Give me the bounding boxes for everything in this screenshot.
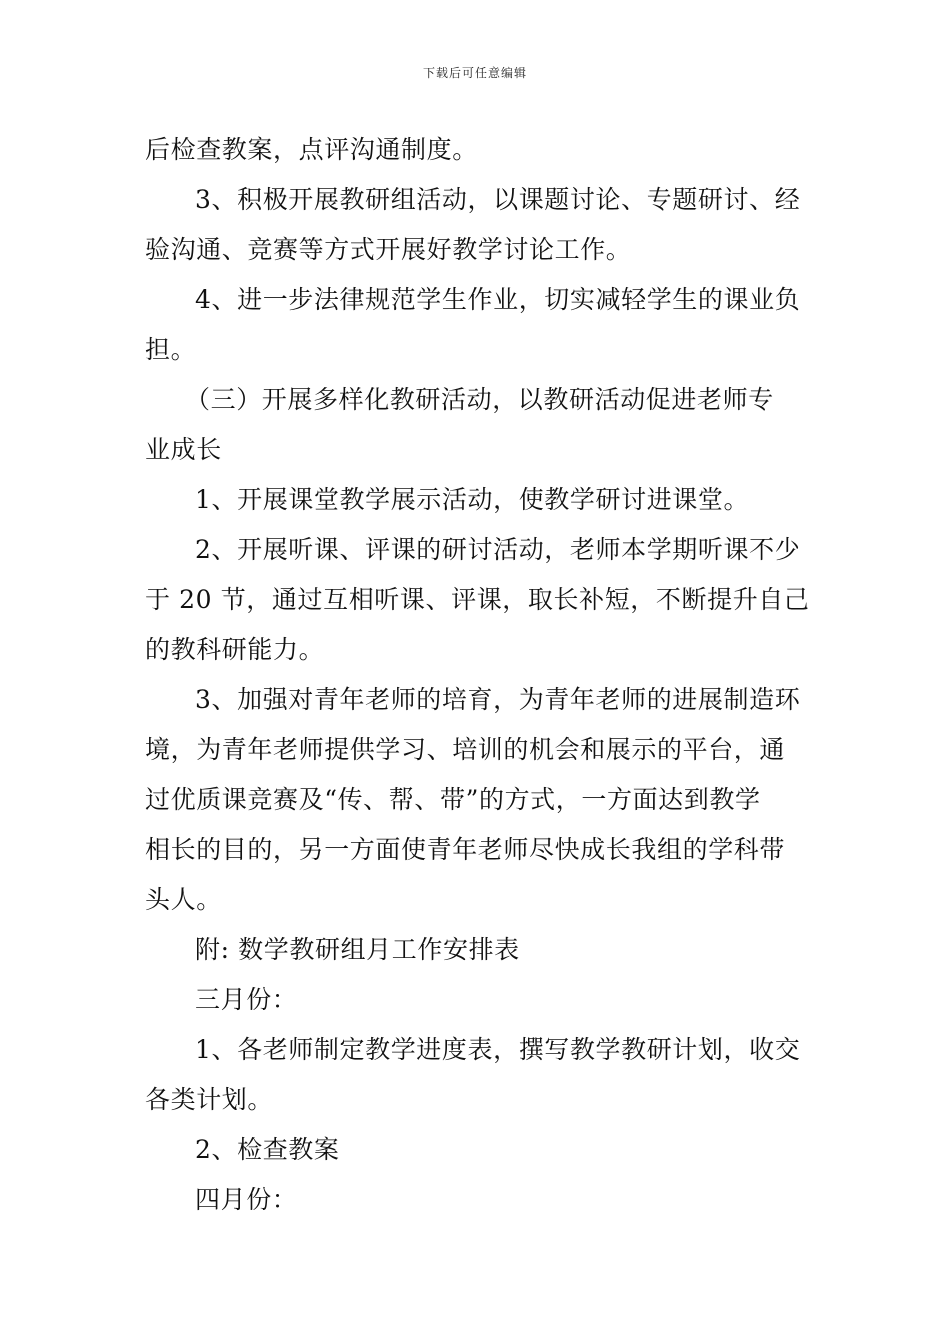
text-line: 验沟通、竞赛等方式开展好教学讨论工作。 — [145, 235, 632, 264]
text-line: 各类计划。 — [145, 1085, 274, 1114]
month-heading: 三月份： — [195, 985, 298, 1014]
text-line: 的教科研能力。 — [145, 635, 325, 664]
text-line: 2、检查教案 — [195, 1135, 340, 1164]
text-line: 2、开展听课、评课的研讨活动，老师本学期听课不少 — [195, 535, 801, 564]
text-line: 相长的目的，另一方面使青年老师尽快成长我组的学科带 — [145, 835, 786, 864]
section-heading: （三）开展多样化教研活动，以教研活动促进老师专 — [185, 385, 774, 414]
text-line: 业成长 — [145, 435, 222, 464]
text-line: 3、加强对青年老师的培育，为青年老师的进展制造环 — [195, 685, 801, 714]
text-line: 1、开展课堂教学展示活动，使教学研讨进课堂。 — [195, 485, 750, 514]
page-header: 下载后可任意编辑 — [422, 66, 527, 80]
text-line: 过优质课竞赛及“传、帮、带”的方式，一方面达到教学 — [145, 785, 761, 814]
text-line: 1、各老师制定教学进度表，撰写教学教研计划，收交 — [195, 1035, 801, 1064]
text-line: 3、积极开展教研组活动，以课题讨论、专题研讨、经 — [195, 185, 801, 214]
text-line: 境，为青年老师提供学习、培训的机会和展示的平台，通 — [145, 735, 786, 764]
text-line: 后检查教案，点评沟通制度。 — [145, 135, 478, 164]
text-line: 担。 — [145, 335, 197, 364]
text-line: 于 20 节，通过互相听课、评课，取长补短，不断提升自己 — [145, 585, 810, 614]
document-body — [145, 125, 810, 1225]
text-line: 头人。 — [145, 885, 222, 914]
appendix-title: 附: 数学教研组月工作安排表 — [195, 935, 520, 964]
month-heading: 四月份： — [195, 1185, 298, 1214]
text-line: 4、进一步法律规范学生作业，切实减轻学生的课业负 — [195, 285, 801, 314]
